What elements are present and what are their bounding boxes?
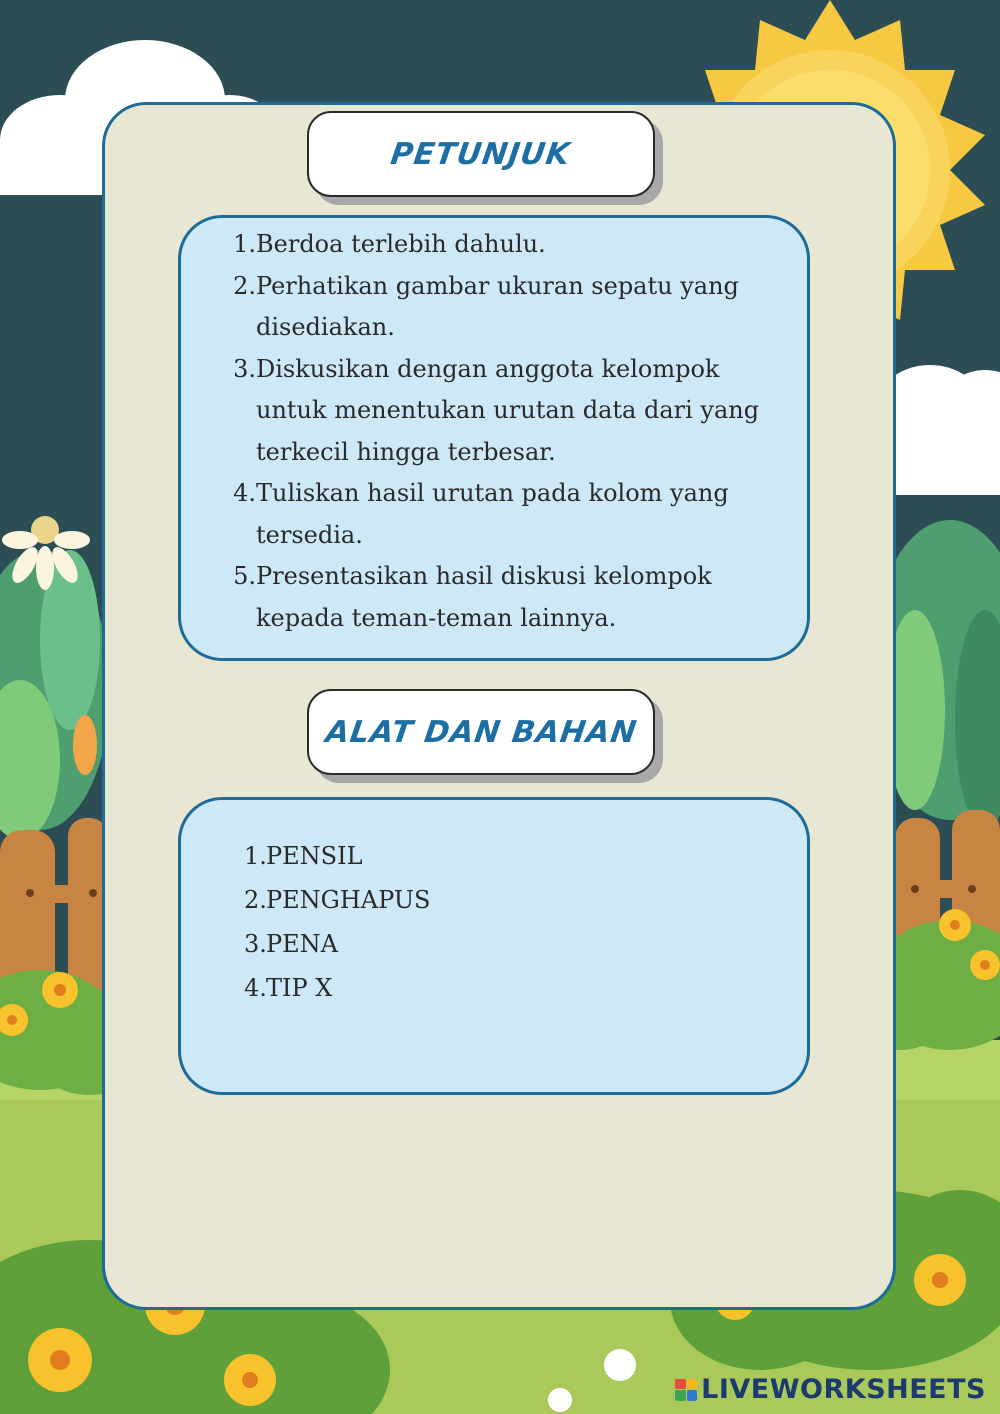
liveworksheets-watermark[interactable] — [675, 1374, 986, 1405]
list-item: 3. Diskusikan dengan anggota kelompok untuk menentukan urutan data dari yang terkecil hingga terbesar. — [233, 354, 760, 466]
petunjuk-heading — [307, 111, 655, 197]
petunjuk-title: PETUNJUK — [388, 136, 574, 172]
list-item: 2. PENGHAPUS — [244, 886, 431, 914]
list-item: 1. Berdoa terlebih dahulu. — [233, 230, 546, 258]
list-item: 1. PENSIL — [244, 842, 363, 870]
alat-bahan-title: ALAT DAN BAHAN — [323, 714, 639, 750]
brand-name: LIVEWORKSHEETS — [701, 1374, 986, 1405]
liveworksheets-logo-icon — [675, 1379, 697, 1401]
list-item: 5. Presentasikan hasil diskusi kelompok kepada teman-teman lainnya. — [233, 562, 712, 632]
alat-bahan-list — [244, 834, 431, 1010]
list-item: 3. PENA — [244, 930, 338, 958]
alat-bahan-heading — [307, 689, 655, 775]
list-item: 4. Tuliskan hasil urutan pada kolom yang tersedia. — [233, 479, 729, 549]
list-item: 2. Perhatikan gambar ukuran sepatu yang disediakan. — [233, 271, 739, 341]
list-item: 4. TIP X — [244, 974, 333, 1002]
petunjuk-list — [232, 224, 792, 639]
